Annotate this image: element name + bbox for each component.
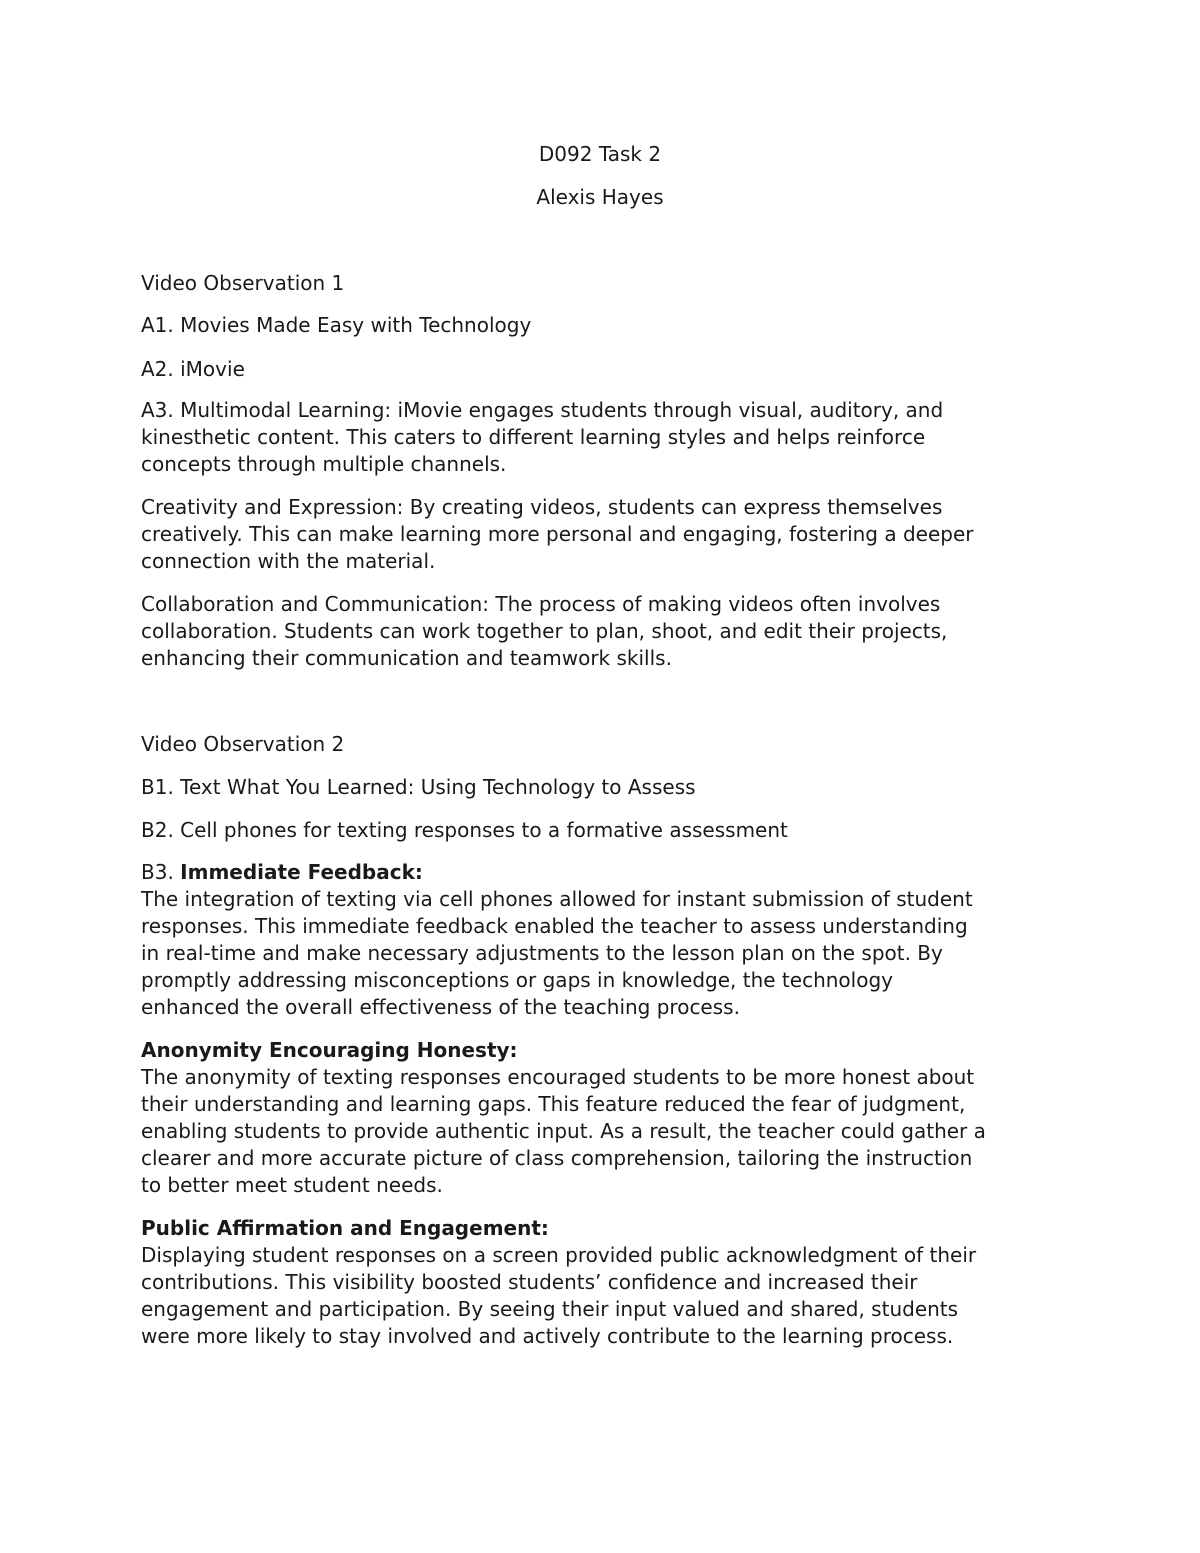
text-line: enhancing their communication and teamwork skills. xyxy=(141,646,672,670)
text-line: A3. Multimodal Learning: iMovie engages students through visual, auditory, and xyxy=(141,398,944,422)
text-line: engagement and participation. By seeing their input valued and shared, students xyxy=(141,1297,959,1321)
collaboration-paragraph xyxy=(141,591,1061,672)
text-line: creatively. This can make learning more personal and engaging, fostering a deeper xyxy=(141,522,974,546)
public-affirmation-paragraph xyxy=(141,1215,1061,1350)
item-a1: A1. Movies Made Easy with Technology xyxy=(141,313,532,337)
item-b2: B2. Cell phones for texting responses to a formative assessment xyxy=(141,818,788,842)
item-a3-paragraph xyxy=(141,397,1061,478)
anonymity-heading: Anonymity Encouraging Honesty: xyxy=(141,1038,518,1062)
text-line: enhanced the overall effectiveness of the teaching process. xyxy=(141,995,740,1019)
b3-heading: Immediate Feedback: xyxy=(180,860,423,884)
creativity-paragraph xyxy=(141,494,1061,575)
text-line: were more likely to stay involved and actively contribute to the learning process. xyxy=(141,1324,954,1348)
text-line: contributions. This visibility boosted students’ confidence and increased their xyxy=(141,1270,918,1294)
item-a2: A2. iMovie xyxy=(141,357,245,381)
item-b1: B1. Text What You Learned: Using Technology to Assess xyxy=(141,775,696,799)
text-line: Displaying student responses on a screen provided public acknowledgment of their xyxy=(141,1243,977,1267)
text-line: clearer and more accurate picture of class comprehension, tailoring the instruction xyxy=(141,1146,973,1170)
section1-heading: Video Observation 1 xyxy=(141,271,345,295)
text-line: in real-time and make necessary adjustments to the lesson plan on the spot. By xyxy=(141,941,943,965)
public-heading-line xyxy=(141,1215,1061,1242)
document-title: D092 Task 2 xyxy=(538,142,662,166)
text-line: concepts through multiple channels. xyxy=(141,452,507,476)
text-line: to better meet student needs. xyxy=(141,1173,443,1197)
b3-prefix: B3. xyxy=(141,860,181,884)
text-line: promptly addressing misconceptions or gaps in knowledge, the technology xyxy=(141,968,893,992)
section2-heading: Video Observation 2 xyxy=(141,732,345,756)
text-line: The anonymity of texting responses encouraged students to be more honest about xyxy=(141,1065,975,1089)
text-line: kinesthetic content. This caters to different learning styles and helps reinforce xyxy=(141,425,926,449)
text-line: enabling students to provide authentic input. As a result, the teacher could gather a xyxy=(141,1119,986,1143)
text-line: Collaboration and Communication: The process of making videos often involves xyxy=(141,592,941,616)
text-line: collaboration. Students can work together to plan, shoot, and edit their projects, xyxy=(141,619,948,643)
item-b3-paragraph xyxy=(141,859,1061,1021)
document-author: Alexis Hayes xyxy=(536,185,664,209)
text-line: their understanding and learning gaps. This feature reduced the fear of judgment, xyxy=(141,1092,966,1116)
public-heading: Public Affirmation and Engagement: xyxy=(141,1216,549,1240)
anonymity-paragraph xyxy=(141,1037,1061,1199)
b3-heading-line xyxy=(141,859,1061,886)
text-line: connection with the material. xyxy=(141,549,436,573)
text-line: Creativity and Expression: By creating videos, students can express themselves xyxy=(141,495,943,519)
text-line: responses. This immediate feedback enabled the teacher to assess understanding xyxy=(141,914,968,938)
anonymity-heading-line xyxy=(141,1037,1061,1064)
text-line: The integration of texting via cell phones allowed for instant submission of student xyxy=(141,887,973,911)
